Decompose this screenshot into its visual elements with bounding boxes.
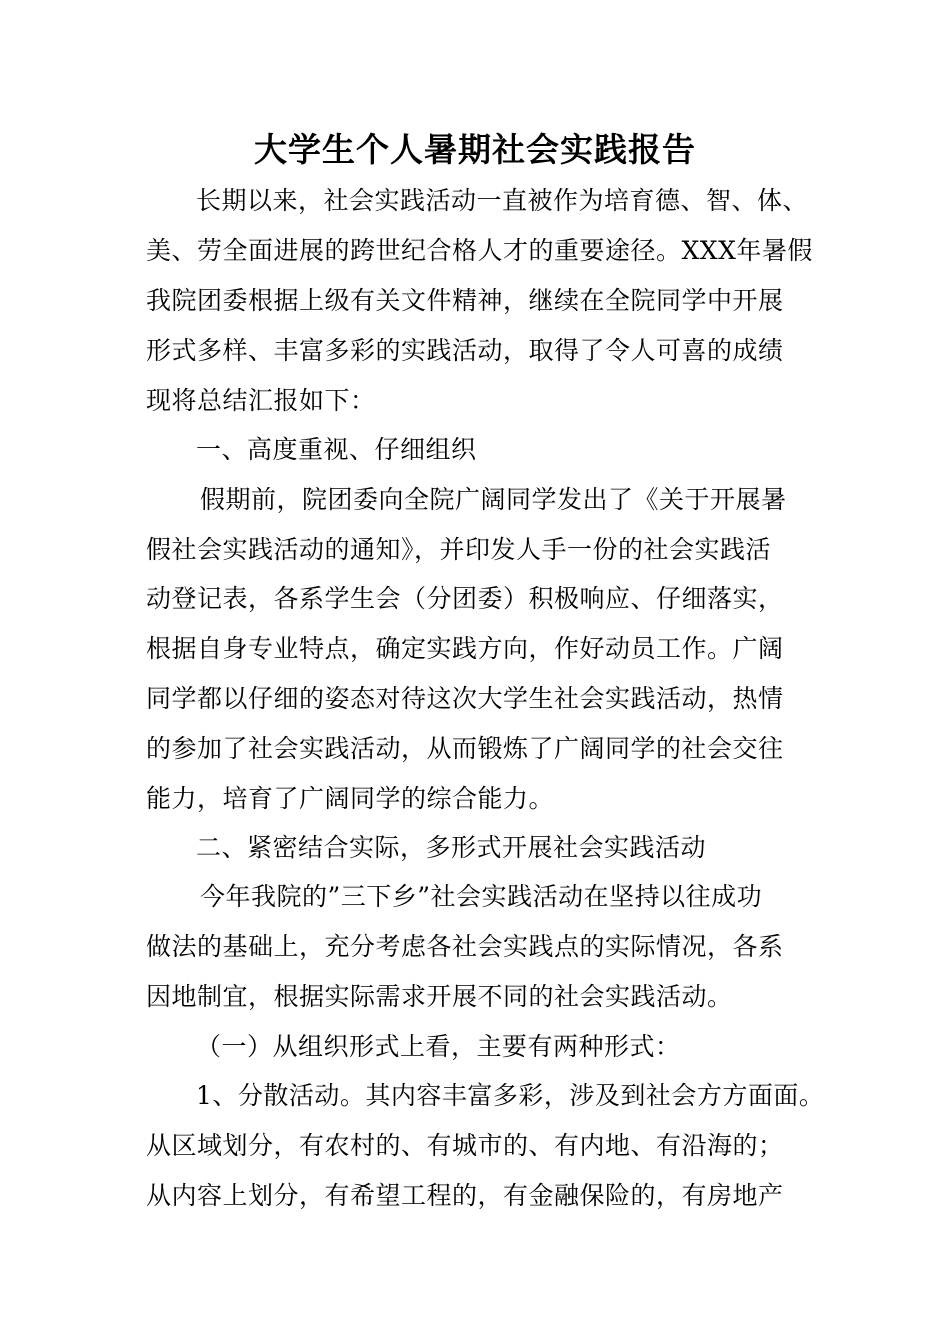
- paragraph-line: 1、分散活动。其内容丰富多彩，涉及到社会方方面面。: [196, 1081, 825, 1110]
- paragraph-line: 美、劳全面进展的跨世纪合格人才的重要途径。XXX年暑假: [146, 236, 813, 265]
- paragraph-line: 因地制宜，根据实际需求开展不同的社会实践活动。: [146, 982, 733, 1011]
- paragraph-line: 同学都以仔细的姿态对待这次大学生社会实践活动，热情: [146, 684, 784, 713]
- paragraph-line: 今年我院的”三下乡”社会实践活动在坚持以往成功: [200, 882, 763, 911]
- paragraph-line: 长期以来，社会实践活动一直被作为培育德、智、体、: [196, 186, 809, 215]
- paragraph-line: 的参加了社会实践活动，从而锻炼了广阔同学的社会交往: [146, 734, 784, 763]
- paragraph-line: 我院团委根据上级有关文件精神，继续在全院同学中开展: [146, 286, 784, 315]
- subsection-heading: （一）从组织形式上看，主要有两种形式：: [196, 1032, 681, 1061]
- paragraph-line: 形式多样、丰富多彩的实践活动，取得了令人可喜的成绩: [146, 336, 784, 365]
- section-heading: 二、紧密结合实际，多形式开展社会实践活动: [196, 833, 707, 862]
- paragraph-line: 假社会实践活动的通知》，并印发人手一份的社会实践活: [146, 535, 772, 564]
- section-heading: 一、高度重视、仔细组织: [196, 435, 477, 464]
- paragraph-line: 从区域划分，有农村的、有城市的、有内地、有沿海的；: [146, 1131, 784, 1160]
- paragraph-line: 动登记表，各系学生会（分团委）积极响应、仔细落实，: [146, 584, 784, 613]
- paragraph-line: 能力，培育了广阔同学的综合能力。: [146, 784, 555, 813]
- paragraph-line: 根据自身专业特点，确定实践方向，作好动员工作。广阔: [146, 634, 784, 663]
- document-title: 大学生个人暑期社会实践报告: [254, 130, 696, 169]
- paragraph-line: 做法的基础上，充分考虑各社会实践点的实际情况，各系: [146, 932, 784, 961]
- paragraph-line: 假期前，院团委向全院广阔同学发出了《关于开展暑: [200, 485, 787, 514]
- paragraph-line: 从内容上划分，有希望工程的，有金融保险的，有房地产: [146, 1181, 784, 1210]
- paragraph-line: 现将总结汇报如下：: [146, 386, 376, 415]
